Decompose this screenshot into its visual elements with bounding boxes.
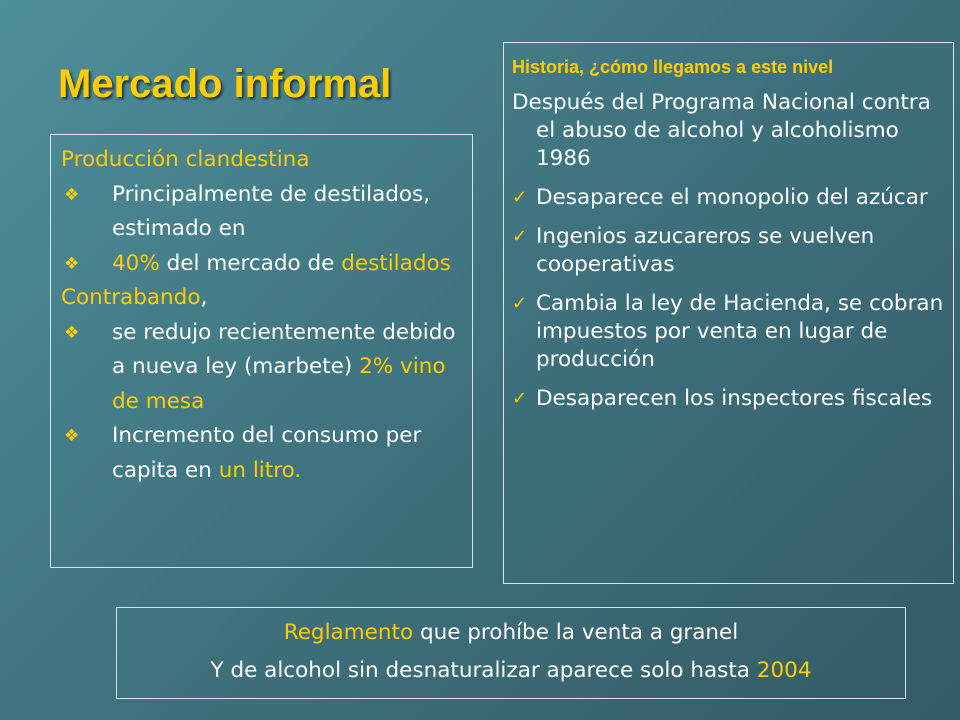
check-bullet-icon: ✓ [512,226,528,247]
list-item [61,419,462,488]
list-item-plain: Principalmente de destilados, estimado en [112,181,431,241]
list-item [61,178,462,247]
bottom-content-box [116,607,906,699]
list-item [512,184,945,212]
list-item-text: Desaparecen los inspectores fiscales [536,386,933,411]
list-item-text: Ingenios azucareros se vuelven cooperativas [536,224,875,277]
list-item [512,290,945,374]
heading-produccion-text: Producción clandestina [61,147,310,172]
heading-contrabando-text: Contrabando [61,285,201,310]
list-item-plain: se redujo recientemente debido a nueva ley (marbete) [112,319,456,379]
list-item-plain: del mercado de [159,250,342,276]
heading-contrabando [61,281,462,316]
diamond-bullet-icon: ❖ [64,253,80,274]
highlight-percent: 40% [112,250,160,276]
slide-title: Mercado informal [58,62,392,106]
right-content-box [503,42,954,584]
list-item-text: Desaparece el monopolio del azúcar [536,185,928,210]
highlight-litro: un litro. [218,457,302,483]
highlight-year: 2004 [756,658,812,683]
highlight-vino: 2% vino de mesa [112,354,446,414]
check-bullet-icon: ✓ [512,293,528,314]
check-bullet-icon: ✓ [512,187,528,208]
diamond-bullet-icon: ❖ [64,426,80,446]
bottom-line-2 [125,652,897,690]
bottom-line-1 [125,614,897,652]
history-intro: Después del Programa Nacional contra el abuso de alcohol y alcoholismo 1986 [512,90,931,171]
list-item-text [112,419,462,488]
left-content-box [50,134,473,568]
heading-produccion [61,143,462,178]
check-bullet-icon: ✓ [512,388,528,409]
diamond-bullet-icon: ❖ [64,322,80,343]
list-item-text: Cambia la ley de Hacienda, se cobran impuestos por venta en lugar de producción [536,291,944,372]
list-item-text [112,316,462,420]
diamond-bullet-icon: ❖ [64,184,80,205]
highlight-destilados: destilados [341,250,451,276]
list-item [61,316,462,420]
highlight-reglamento: Reglamento [283,620,414,645]
list-item-text [112,178,462,247]
heading-contrabando-suffix: , [200,285,208,310]
list-item-plain: Incremento del consumo per capita en [112,423,422,483]
list-item [512,385,945,413]
list-item-text [112,247,462,282]
list-item [512,223,945,279]
bottom-line-1-text: que prohíbe la venta a granel [413,620,739,645]
bottom-line-2-text: Y de alcohol sin desnaturalizar aparece solo hasta [210,658,757,683]
history-heading: Historia, ¿cómo llegamos a este nivel [512,57,834,77]
list-item [61,247,462,282]
